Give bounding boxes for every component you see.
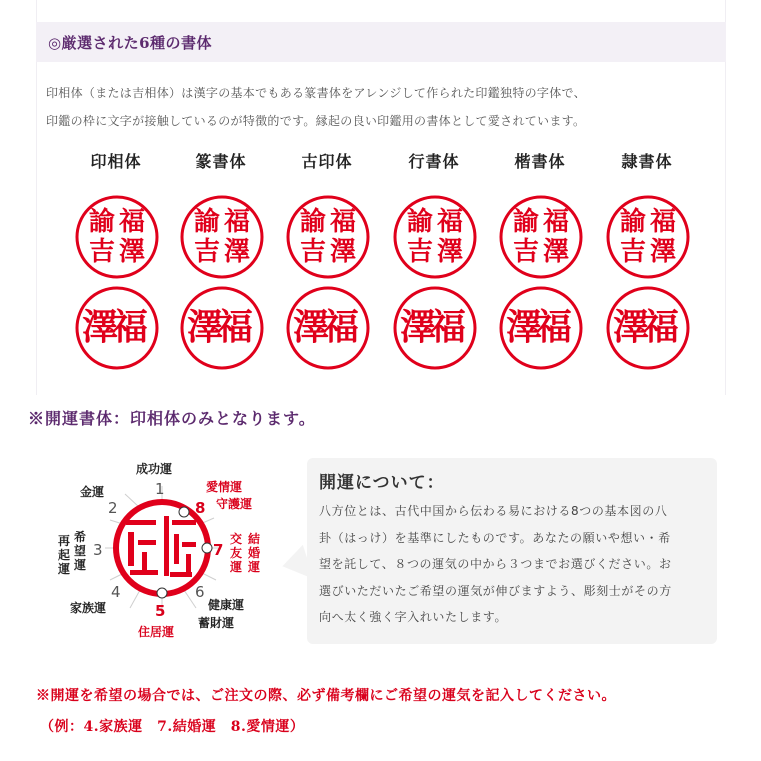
seal-sample-full-name bbox=[285, 194, 371, 280]
seal-character: 澤 bbox=[399, 306, 437, 348]
seal-character: 諭 bbox=[406, 207, 434, 237]
wheel-label-8b: 守護運 bbox=[216, 497, 253, 511]
seal-character: 福 bbox=[642, 306, 680, 348]
seal-sample-full-name bbox=[392, 194, 478, 280]
seal-character: 福 bbox=[535, 307, 573, 348]
seal-character: 吉 bbox=[88, 237, 116, 267]
seal-sample-full-name bbox=[74, 194, 160, 280]
fortune-wheel bbox=[50, 450, 280, 650]
font-style-column bbox=[66, 150, 166, 348]
seal-character: 諭 bbox=[619, 207, 647, 237]
intro-text bbox=[46, 79, 716, 135]
seal-character: 福 bbox=[223, 207, 251, 237]
seal-character: 澤 bbox=[649, 237, 677, 267]
wheel-number-5: 5 bbox=[155, 602, 166, 620]
seal-character: 福 bbox=[436, 207, 464, 237]
seal-character: 澤 bbox=[81, 306, 119, 348]
wheel-number-6: 6 bbox=[195, 583, 205, 601]
seal-character: 福 bbox=[216, 306, 254, 348]
section-title: ◎厳選された6種の書体 bbox=[48, 33, 213, 52]
wheel-label-4: 家族運 bbox=[70, 601, 107, 615]
font-style-name: 行書体 bbox=[408, 152, 460, 171]
font-style-samples bbox=[66, 150, 706, 370]
seal-character: 澤 bbox=[223, 237, 251, 267]
seal-sample-surname bbox=[392, 285, 478, 371]
wheel-label-8a: 愛情運 bbox=[206, 480, 243, 494]
seal-character: 澤 bbox=[542, 237, 570, 267]
wheel-label-2: 金運 bbox=[80, 485, 105, 499]
seal-sample-surname bbox=[74, 285, 160, 371]
seal-character: 澤 bbox=[436, 237, 464, 267]
seal-sample-surname bbox=[285, 285, 371, 371]
font-style-name: 隷書体 bbox=[621, 152, 673, 171]
kaiun-explanation-box bbox=[307, 458, 717, 644]
wheel-label-5: 住居運 bbox=[138, 625, 175, 639]
font-style-column bbox=[384, 150, 484, 348]
seal-character: 諭 bbox=[88, 207, 116, 237]
seal-character: 福 bbox=[429, 306, 467, 348]
wheel-number-4: 4 bbox=[111, 583, 121, 601]
wheel-number-3: 3 bbox=[93, 541, 103, 559]
kaiun-explanation-title: 開運について： bbox=[319, 473, 445, 493]
seal-character: 福 bbox=[329, 207, 357, 237]
kaiun-line: 卦（はっけ）を基準にしたものです。あなたの願いや想い・希 bbox=[319, 530, 671, 545]
font-style-name: 篆書体 bbox=[195, 152, 247, 171]
font-style-name: 楷書体 bbox=[514, 152, 566, 171]
seal-character: 澤 bbox=[292, 307, 330, 348]
seal-character: 福 bbox=[322, 307, 360, 348]
seal-character: 吉 bbox=[512, 237, 540, 267]
wheel-label-6a: 健康運 bbox=[208, 598, 245, 612]
seal-character: 吉 bbox=[619, 237, 647, 267]
font-style-name: 古印体 bbox=[301, 152, 353, 171]
seal-character: 福 bbox=[649, 207, 677, 237]
seal-character: 諭 bbox=[193, 207, 221, 237]
font-style-column bbox=[597, 150, 697, 348]
wheel-label-6b: 蓄財運 bbox=[198, 616, 235, 630]
kaiun-note-title: ※開運書体：印相体のみとなります。 bbox=[28, 409, 316, 428]
seal-character: 吉 bbox=[193, 237, 221, 267]
font-style-name: 印相体 bbox=[90, 152, 142, 171]
kaiun-line: 八方位とは、古代中国から伝わる易における8つの基本図の八 bbox=[319, 504, 668, 518]
wheel-label-7a: 交 友 運 bbox=[230, 532, 243, 574]
kaiun-line: 向へ太く強く字入れいたします。 bbox=[319, 610, 508, 624]
wheel-label-3b: 希 望 運 bbox=[74, 530, 87, 572]
kaiun-line: 選びいただいたご希望の運気が伸びますよう、彫刻士がその方 bbox=[319, 583, 672, 598]
order-note: ※開運を希望の場合では、ご注文の際、必ず備考欄にご希望の運気を記入してください。 bbox=[36, 688, 616, 704]
font-style-column bbox=[277, 150, 377, 348]
seal-character: 福 bbox=[542, 207, 570, 237]
seal-character: 澤 bbox=[186, 306, 224, 348]
wheel-number-7: 7 bbox=[213, 541, 224, 559]
wheel-number-8: 8 bbox=[195, 499, 206, 517]
seal-character: 澤 bbox=[118, 237, 146, 267]
seal-character: 吉 bbox=[299, 237, 327, 267]
intro-line-2: 印鑑の枠に文字が接触しているのが特徴的です。縁起の良い印鑑用の書体として愛されています。 bbox=[46, 114, 586, 128]
wheel-number-1: 1 bbox=[155, 480, 165, 498]
kaiun-line: 望を託して、８つの運気の中から３つまでお選びください。お bbox=[319, 557, 672, 571]
seal-character: 諭 bbox=[512, 207, 540, 237]
seal-sample-surname bbox=[498, 285, 584, 371]
seal-character: 澤 bbox=[612, 306, 650, 348]
seal-character: 福 bbox=[111, 306, 149, 348]
seal-character: 福 bbox=[118, 207, 146, 237]
seal-sample-surname bbox=[605, 285, 691, 371]
font-style-column bbox=[171, 150, 271, 348]
section-header bbox=[36, 22, 726, 62]
seal-character: 澤 bbox=[505, 307, 543, 348]
seal-sample-full-name bbox=[498, 194, 584, 280]
intro-line-1: 印相体（または吉相体）は漢字の基本でもある篆書体をアレンジして作られた印鑑独特の字体で、 bbox=[46, 86, 586, 100]
seal-sample-surname bbox=[179, 285, 265, 371]
kaiun-explanation-text bbox=[319, 498, 711, 631]
seal-sample-full-name bbox=[605, 194, 691, 280]
wheel-number-2: 2 bbox=[108, 499, 118, 517]
font-style-column bbox=[490, 150, 590, 348]
wheel-label-7b: 結 婚 運 bbox=[248, 532, 261, 574]
wheel-label-1: 成功運 bbox=[136, 462, 173, 476]
seal-character: 吉 bbox=[406, 237, 434, 267]
order-example: （例：4.家族運 7.結婚運 8.愛情運） bbox=[40, 719, 305, 735]
seal-sample-full-name bbox=[179, 194, 265, 280]
seal-character: 澤 bbox=[329, 237, 357, 267]
wheel-label-3a: 再 起 運 bbox=[58, 534, 71, 576]
seal-character: 諭 bbox=[299, 207, 327, 237]
